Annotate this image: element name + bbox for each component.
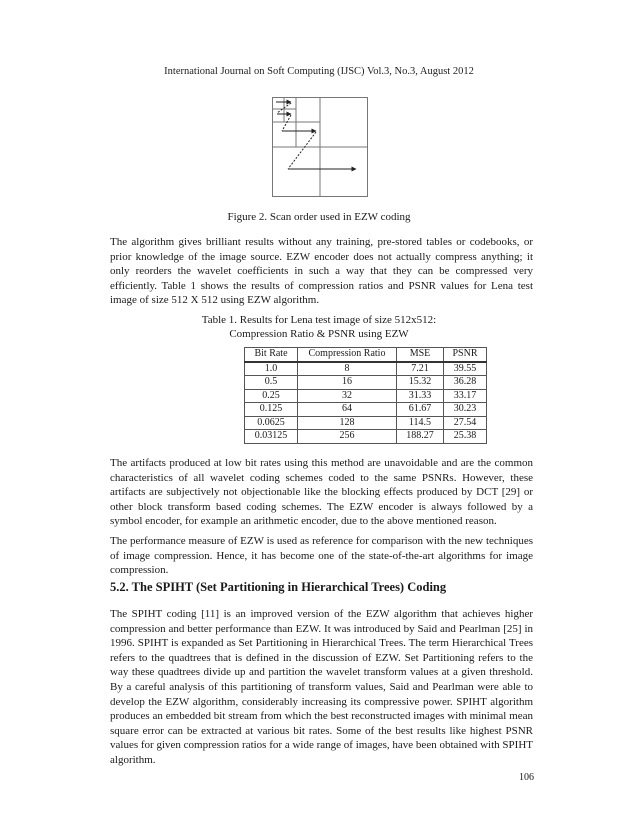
table-row bbox=[245, 389, 487, 403]
cell-compression-ratio: 128 bbox=[298, 416, 397, 430]
section-heading: 5.2. The SPIHT (Set Partitioning in Hierarchical Trees) Coding bbox=[110, 580, 447, 594]
paragraph-ezw-results: The algorithm gives brilliant results without any training, pre-stored tables or codebooks, or prior knowledge of the image source. EZW encoder does not actually compress anything; it only reorders the wavelet coefficients in such a way that they can be compressed very efficiently. Table 1 shows the results of compression ratios and PSNR values for Lena test image of size 512 X 512 using EZW algorithm. bbox=[110, 236, 533, 307]
cell-bit-rate: 0.125 bbox=[245, 403, 298, 417]
paragraph-spiht: The SPIHT coding [11] is an improved version of the EZW algorithm that achieves higher compression and better performance than EZW. It was introduced by Said and Pearlman [25] in 1996. SPIHT is expanded as Set Partitioning in Hierarchical Trees. The term Hierarchical Trees refers to the quadtrees that is defined in the discussion of EZW. Set Partitioning refers to the way these quadtrees divide up and partition the wavelet transform values at a given threshold. By a careful analysis of this partitioning of transform values, Said and Pearlman were able to develop the EZW algorithm, considerably increasing its compressive power. SPIHT algorithm produces an embedded bit stream from which the best reconstructed images with minimal mean square error can be extracted at various bit rates. Some of the best results like highest PSNR values for given compression ratios for a wide range of images, have been obtained with SPIHT algorithm. bbox=[110, 608, 533, 766]
table-row bbox=[245, 362, 487, 376]
table-caption-line1: Table 1. Results for Lena test image of size 512x512: bbox=[201, 314, 437, 326]
cell-mse: 31.33 bbox=[397, 389, 444, 403]
scan-order-figure bbox=[272, 97, 368, 197]
figure-caption: Figure 2. Scan order used in EZW coding bbox=[227, 211, 411, 223]
cell-psnr: 27.54 bbox=[444, 416, 487, 430]
page-number: 106 bbox=[519, 772, 534, 783]
cell-psnr: 30.23 bbox=[444, 403, 487, 417]
cell-mse: 7.21 bbox=[397, 362, 444, 376]
table-row bbox=[245, 416, 487, 430]
cell-psnr: 33.17 bbox=[444, 389, 487, 403]
table-row bbox=[245, 403, 487, 417]
cell-compression-ratio: 32 bbox=[298, 389, 397, 403]
cell-compression-ratio: 8 bbox=[298, 362, 397, 376]
results-table bbox=[244, 347, 487, 444]
header-bit-rate: Bit Rate bbox=[245, 348, 298, 362]
journal-header: International Journal on Soft Computing (IJSC) Vol.3, No.3, August 2012 bbox=[164, 66, 474, 77]
paragraph-artifacts: The artifacts produced at low bit rates using this method are unavoidable and are the common characteristics of all wavelet coding schemes coded to the same PSNRs. However, these artifacts are subjectively not objectionable like the blocking effects produced by DCT [29] or other block transform based coding schemes. The EZW encoder is always followed by a symbol encoder, for example an arithmetic encoder, due to the above mentioned reason. bbox=[110, 457, 533, 528]
cell-mse: 188.27 bbox=[397, 430, 444, 444]
cell-bit-rate: 0.5 bbox=[245, 376, 298, 390]
cell-bit-rate: 0.0625 bbox=[245, 416, 298, 430]
cell-mse: 15.32 bbox=[397, 376, 444, 390]
scan-diag-2 bbox=[282, 115, 291, 131]
header-compression-ratio: Compression Ratio bbox=[298, 348, 397, 362]
table-caption bbox=[0, 314, 638, 341]
cell-compression-ratio: 16 bbox=[298, 376, 397, 390]
results-table-wrap bbox=[244, 347, 487, 444]
paragraph-performance: The performance measure of EZW is used as reference for comparison with the new techniques of image compression. Hence, it has become one of the state-of-the-art algorithms for image compression. bbox=[110, 535, 533, 577]
cell-mse: 114.5 bbox=[397, 416, 444, 430]
cell-compression-ratio: 256 bbox=[298, 430, 397, 444]
header-psnr: PSNR bbox=[444, 348, 487, 362]
table-caption-line2: Compression Ratio & PSNR using EZW bbox=[229, 327, 409, 340]
table-header-row bbox=[245, 348, 487, 362]
cell-mse: 61.67 bbox=[397, 403, 444, 417]
header-mse: MSE bbox=[397, 348, 444, 362]
cell-psnr: 25.38 bbox=[444, 430, 487, 444]
table-row bbox=[245, 376, 487, 390]
cell-bit-rate: 1.0 bbox=[245, 362, 298, 376]
cell-psnr: 36.28 bbox=[444, 376, 487, 390]
table-row bbox=[245, 430, 487, 444]
scan-order-diagram bbox=[272, 97, 368, 197]
cell-psnr: 39.55 bbox=[444, 362, 487, 376]
scan-diag-3 bbox=[288, 132, 316, 169]
cell-compression-ratio: 64 bbox=[298, 403, 397, 417]
cell-bit-rate: 0.25 bbox=[245, 389, 298, 403]
cell-bit-rate: 0.03125 bbox=[245, 430, 298, 444]
